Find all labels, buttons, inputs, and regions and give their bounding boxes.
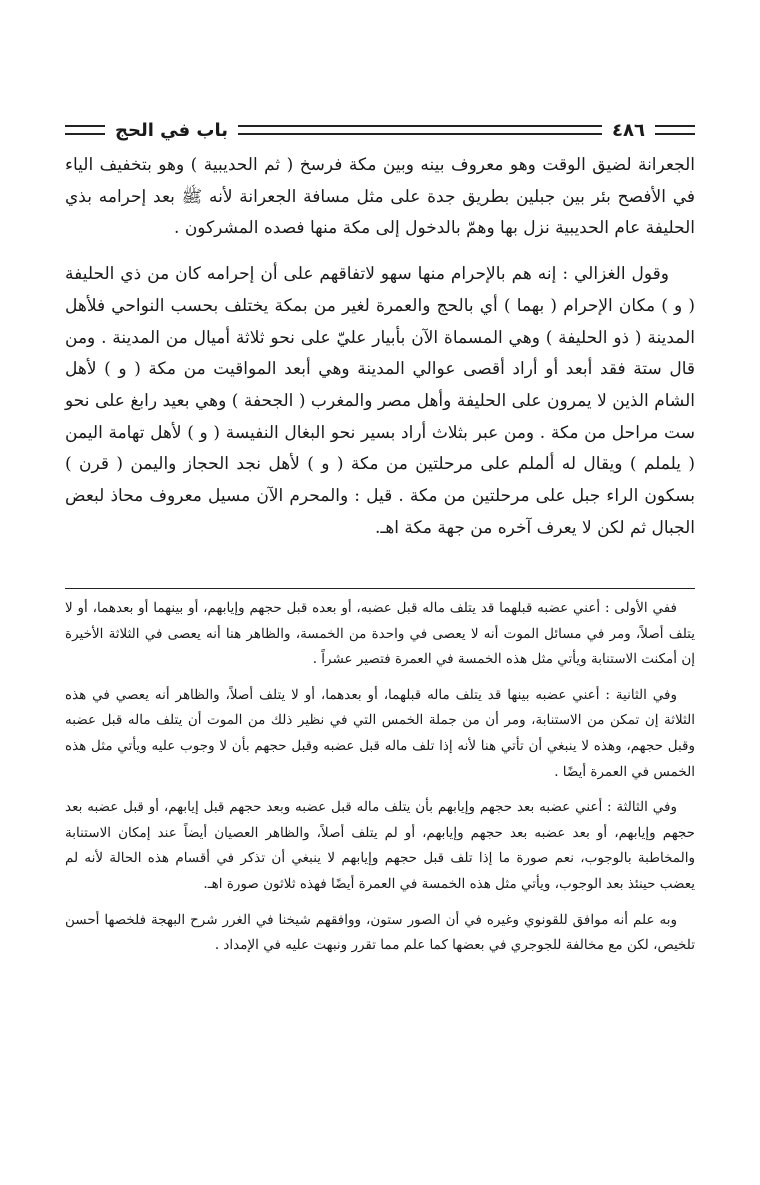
- main-text: [65, 150, 695, 544]
- main-paragraph-2: وقول الغزالي : إنه هم بالإحرام منها سهو لاتفاقهم على أن إحرامه كان من ذي الحليفة ( و ) مكان الإحرام ( بهما ) أي بالحج والعمرة لغير من بمكة يختلف بحسب النواحي فلأهل المدينة ( ذو الحليفة ) وهي المسماة الآن بأبيار عليّ على نحو ثلاثة أميال من المدينة . ومن قال ستة فقد أبعد أو أراد أقصى عوالي المدينة وهي أبعد المواقيت من مكة ( و ) لأهل الشام الذين لا يمرون على الحليفة وأهل مصر والمغرب ( الجحفة ) وهي بعيد رابغ على نحو ست مراحل من مكة . ومن عبر بثلاث أراد بسير نحو البغال النفيسة ( و ) لأهل تهامة اليمن ( يلملم ) ويقال له ألملم على مرحلتين من مكة ( و ) لأهل نجد الحجاز واليمن ( قرن ) بسكون الراء جبل على مرحلتين من مكة . قيل : والمحرم الآن مسيل معروف محاذ لبعض الجبال ثم لكن لا يعرف آخره من جهة مكة اهـ.: [65, 264, 695, 538]
- page-number: ٤٨٦: [612, 119, 645, 141]
- footnote-divider: [65, 588, 695, 589]
- main-paragraph-1: الجعرانة لضيق الوقت وهو معروف بينه وبين مكة فرسخ ( ثم الحديبية ) وهو بتخفيف الياء في الأفصح بئر بين جبلين بطريق جدة على مثل مسافة الجعرانة لأنه ﷺ بعد إحرامه بذي الحليفة عام الحديبية نزل بها وهمّ بالدخول إلى مكة منها فصده المشركون .: [65, 155, 695, 239]
- footnote-paragraph-2: وفي الثانية : أعني عضبه بينها قد يتلف ماله قبلهما، أو بعدهما، أو لا يتلف أصلاً، والظاهر أنه يعصي في هذه الثلاثة إن تمكن من الاستنابة، ومر أن من جملة الخمس التي في نظير ذلك من الموت أن يتلف ماله قبل عضبه وقبل حجهم، وهذه لا ينبغي أن تأتي هنا لأنه إذا تلف ماله قبل عضبه وقبل حجهم بأن لا وجوب عليه ويأتي مثل هذه الخمس في العمرة أيضًا .: [65, 686, 695, 780]
- header-rule-left: [65, 125, 105, 135]
- footnote-paragraph-3: وفي الثالثة : أعني عضبه بعد حجهم وإيابهم بأن يتلف ماله قبل عضبه وبعد حجهم قبل إيابهم، أو قبل عضبه بعد حجهم وإيابهم، أو بعد عضبه بعد حجهم وإيابهم، أو لم يتلف أصلاً، والظاهر العصيان أيضاً عند إمكان الاستنابة والمخاطبة بالوجوب، نعم صورة ما إذا تلف قبل حجهم وإيابهم لا ينبغي أن تذكر في أقسام هذه الحالة لأنه لم يعضب حينئذ بعد الوجوب، ويأتي مثل هذه الخمسة في العمرة أيضًا فهذه ثلاثون صورة اهـ.: [65, 799, 695, 892]
- page-header: [65, 112, 695, 148]
- footnote-paragraph-1: ففي الأولى : أعني عضبه قبلهما قد يتلف ماله قبل عضبه، أو بعده قبل حجهم وإيابهم، أو بينهما أو بعدهما، أو لا يتلف أصلاً، ومر في مسائل الموت أنه لا يعصى في واحدة من الخمسة، والظاهر هنا أنه يعصى في الثلاثة الأخيرة إن أمكنت الاستنابة ويأتي مثل هذه الخمسة في العمرة فتصير عشراً .: [65, 600, 695, 668]
- chapter-title: باب في الحج: [115, 119, 229, 141]
- header-rule-middle: [238, 125, 602, 135]
- header-rule-right: [655, 125, 695, 135]
- footnotes: [65, 596, 695, 969]
- footnote-paragraph-4: وبه علم أنه موافق للقونوي وغيره في أن الصور ستون، ووافقهم شيخنا في الغرر شرح البهجة فلخصها أحسن تلخيص، لكن مع مخالفة للجوجري في بعضها كما علم مما تقرر ونبهت عليه في الإمداد .: [65, 911, 695, 954]
